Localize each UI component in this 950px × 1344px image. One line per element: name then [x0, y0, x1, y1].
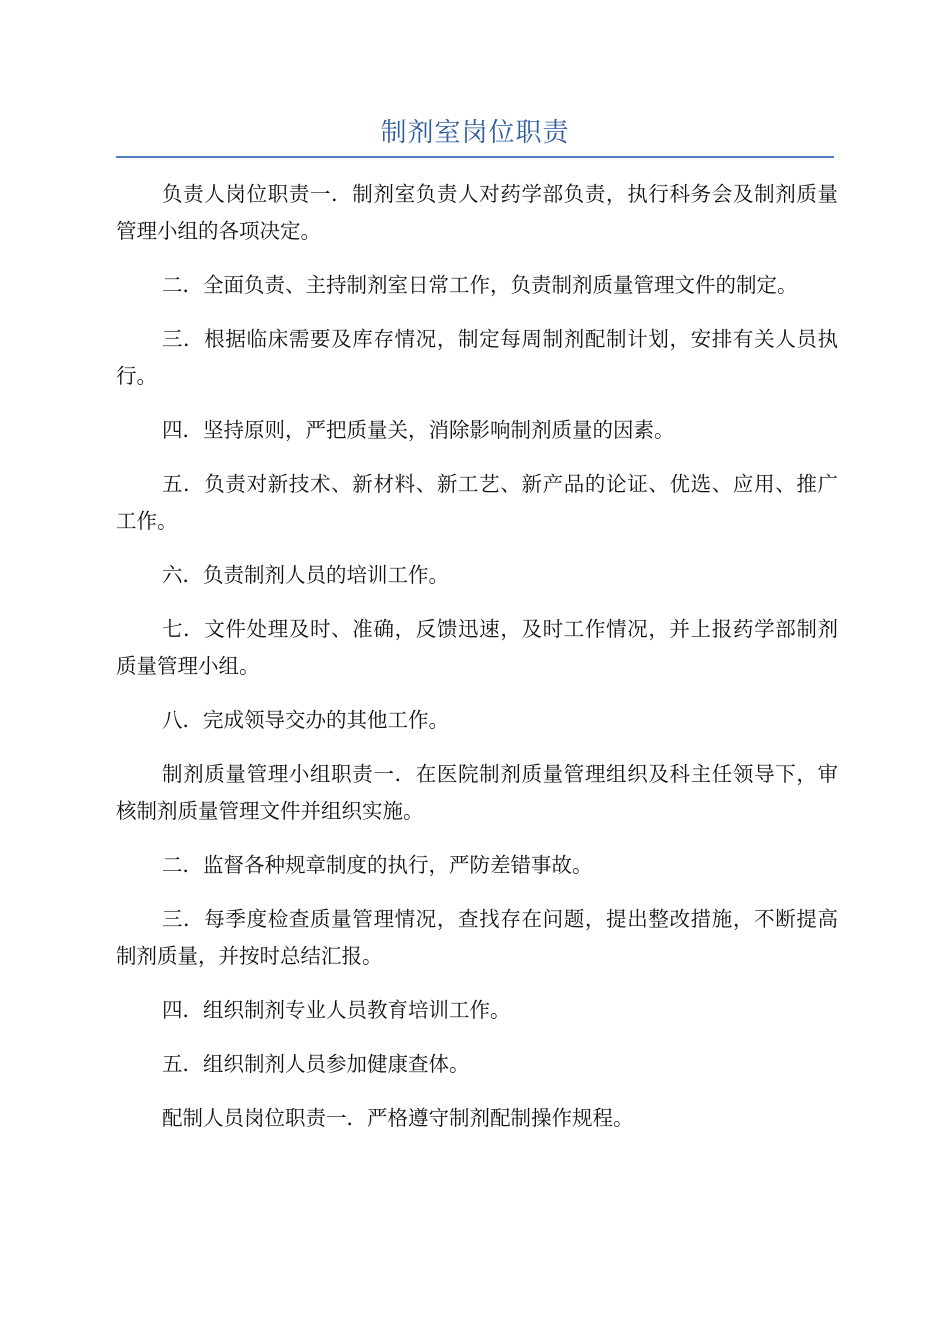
paragraph-14: 配制人员岗位职责一．严格遵守制剂配制操作规程。 — [162, 1106, 634, 1130]
paragraph-8: 八．完成领导交办的其他工作。 — [162, 708, 449, 732]
paragraph-13: 五．组织制剂人员参加健康查体。 — [162, 1052, 470, 1076]
title-block — [116, 110, 834, 158]
paragraph-10: 二．监督各种规章制度的执行，严防差错事故。 — [162, 853, 593, 877]
paragraph-3: 三．根据临床需要及库存情况，制定每周制剂配制计划，安排有关人员执行。 — [116, 327, 838, 388]
paragraph-6: 六．负责制剂人员的培训工作。 — [162, 563, 449, 587]
paragraph-5: 五．负责对新技术、新材料、新工艺、新产品的论证、优选、应用、推广工作。 — [116, 472, 838, 533]
paragraph-11: 三．每季度检查质量管理情况，查找存在问题，提出整改措施，不断提高制剂质量，并按时总结汇报。 — [116, 907, 838, 968]
paragraph-12: 四．组织制剂专业人员教育培训工作。 — [162, 998, 511, 1022]
paragraph-1: 负责人岗位职责一．制剂室负责人对药学部负责，执行科务会及制剂质量管理小组的各项决定。 — [116, 182, 838, 243]
document-body — [116, 176, 838, 1154]
paragraph-7: 七．文件处理及时、准确，反馈迅速，及时工作情况，并上报药学部制剂质量管理小组。 — [116, 617, 838, 678]
page-title: 制剂室岗位职责 — [380, 118, 570, 148]
paragraph-9: 制剂质量管理小组职责一．在医院制剂质量管理组织及科主任领导下，审核制剂质量管理文件并组织实施。 — [116, 762, 838, 823]
paragraph-4: 四．坚持原则，严把质量关，消除影响制剂质量的因素。 — [162, 418, 675, 442]
paragraph-2: 二．全面负责、主持制剂室日常工作，负责制剂质量管理文件的制定。 — [162, 273, 798, 297]
